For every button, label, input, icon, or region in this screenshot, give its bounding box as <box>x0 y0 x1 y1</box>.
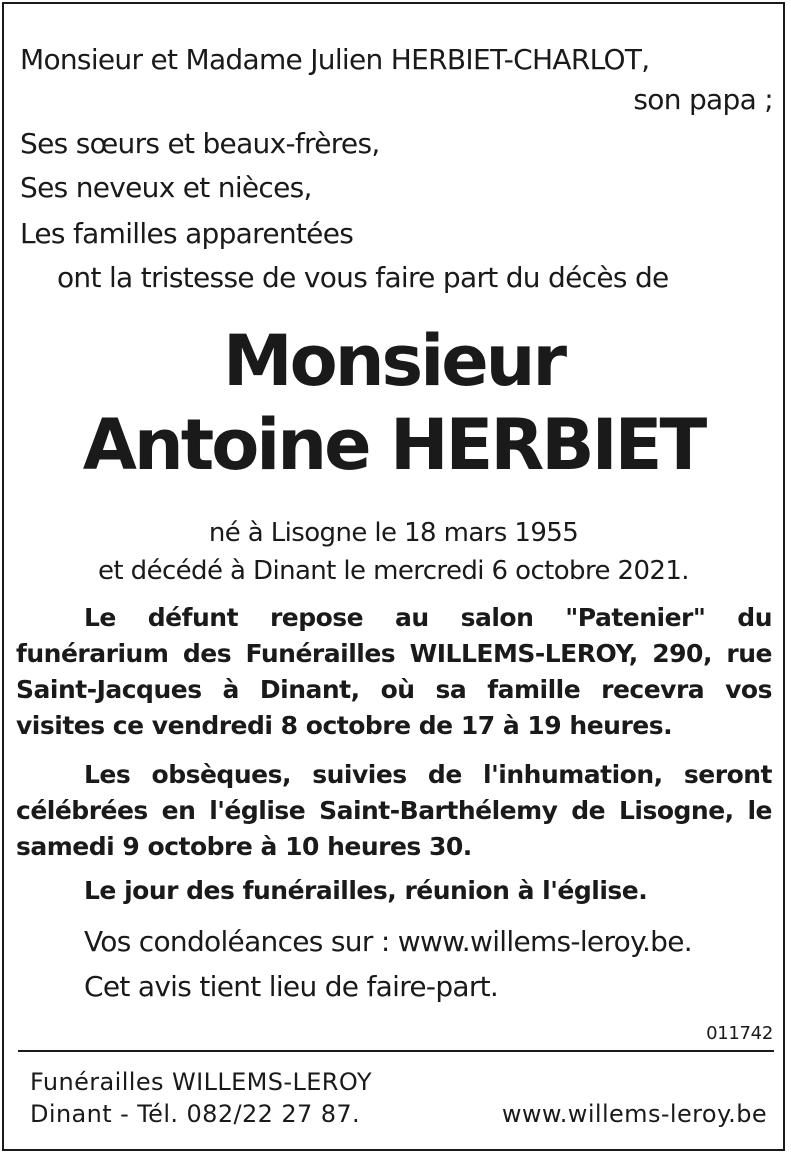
visitation-paragraph <box>16 600 772 744</box>
relatives-line: Les familles apparentées <box>20 217 354 250</box>
parents-line: Monsieur et Madame Julien HERBIET-CHARLOT, <box>20 43 650 76</box>
condolences-line: Vos condoléances sur : www.willems-leroy.be. <box>84 925 692 958</box>
funeral-home-contact: Dinant - Tél. 082/22 27 87. <box>30 1100 361 1128</box>
funeral-home-name: Funérailles WILLEMS-LEROY <box>30 1068 372 1096</box>
funeral-paragraph <box>16 757 772 865</box>
divider <box>18 1050 774 1052</box>
death-line: et décédé à Dinant le mercredi 6 octobre 2021. <box>98 556 689 586</box>
parents-relation: son papa ; <box>633 83 773 116</box>
notice-line: Cet avis tient lieu de faire-part. <box>84 970 499 1003</box>
funeral-text: Les obsèques, suivies de l'inhumation, seront célébrées en l'église Saint-Barthélemy de Lisogne, le samedi 9 octobre à 10 heures 30. <box>16 760 772 861</box>
nephews-line: Ses neveux et nièces, <box>20 171 312 204</box>
reference-number: 011742 <box>706 1023 773 1044</box>
deceased-name: Antoine HERBIET <box>82 404 705 486</box>
announcement-line: ont la tristesse de vous faire part du décès de <box>57 261 669 294</box>
meeting-line: Le jour des funérailles, réunion à l'église. <box>84 876 648 905</box>
siblings-line: Ses sœurs et beaux-frères, <box>20 127 380 160</box>
deceased-title: Monsieur <box>222 320 565 402</box>
funeral-home-website: www.willems-leroy.be <box>501 1100 767 1128</box>
birth-line: né à Lisogne le 18 mars 1955 <box>208 518 579 548</box>
visitation-text: Le défunt repose au salon "Patenier" du funérarium des Funérailles WILLEMS-LEROY, 290, rue Saint-Jacques à Dinant, où sa famille recevra vos visites ce vendredi 8 octobre de 17 à 19 heures. <box>16 603 772 740</box>
